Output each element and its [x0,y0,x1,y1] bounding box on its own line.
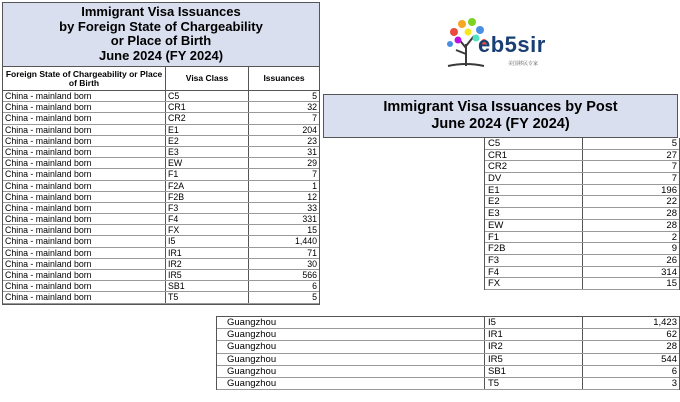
chargeability-table-title [3,3,319,67]
cell-issuances: 6 [671,365,677,377]
cell-visa-class: F2B [166,192,249,202]
table-row [485,208,679,220]
chargeability-table [2,2,320,305]
table-row [485,243,679,255]
title-line: Immigrant Visa Issuances by Post [383,99,618,115]
cell-state: China - mainland born [3,125,166,135]
table-row [485,150,679,162]
cell-visa-class: EW [485,220,583,231]
post-table-rows [484,138,680,290]
cell-visa-class: IR2 [166,259,249,269]
table-row [485,173,679,185]
cell-issuances: 22 [666,196,677,208]
cell-state: China - mainland born [3,113,166,123]
cell-visa-class: I5 [166,236,249,246]
cell-visa-class: EW [166,158,249,168]
cell-visa-class: F1 [166,169,249,179]
cell-visa-class: E2 [485,196,583,207]
cell-visa-class: E1 [485,185,583,196]
cell-state: China - mainland born [3,281,166,291]
cell-visa-class: E3 [485,208,583,219]
cell-state: China - mainland born [3,102,166,112]
table-row [217,354,679,366]
table-row [485,232,679,244]
cell-issuances: 2 [671,231,677,243]
chargeability-rows [3,91,319,304]
title-line: or Place of Birth [110,33,212,48]
cell-post: Guangzhou [217,354,485,365]
cell-issuances: 28 [666,208,677,220]
col-header-issuances: Issuances [263,73,305,83]
cell-visa-class: F4 [485,267,583,278]
cell-state: China - mainland born [3,292,166,302]
cell-visa-class: E1 [166,125,249,135]
cell-state: China - mainland born [3,192,166,202]
cell-issuances: 7 [312,113,317,124]
cell-issuances: 33 [307,202,317,213]
cell-visa-class: F2B [485,243,583,254]
cell-visa-class: F4 [166,214,249,224]
cell-issuances: 1 [312,180,317,191]
table-row [217,329,679,341]
cell-issuances: 15 [666,278,677,290]
table-row [3,125,319,136]
cell-visa-class: C5 [485,138,583,149]
cell-issuances: 3 [671,377,677,389]
table-row [485,255,679,267]
cell-state: China - mainland born [3,91,166,101]
cell-state: China - mainland born [3,169,166,179]
table-row [3,102,319,113]
cell-state: China - mainland born [3,214,166,224]
cell-issuances: 23 [307,135,317,146]
cell-issuances: 314 [661,266,677,278]
table-row [3,270,319,281]
cell-issuances: 28 [666,341,677,353]
cell-issuances: 5 [671,138,677,149]
cell-state: China - mainland born [3,270,166,280]
cell-visa-class: IR2 [485,341,583,352]
cell-state: China - mainland born [3,248,166,258]
cell-issuances: 71 [307,247,317,258]
table-row [3,113,319,124]
cell-issuances: 32 [307,102,317,113]
cell-issuances: 26 [666,254,677,266]
cell-visa-class: E2 [166,136,249,146]
cell-issuances: 29 [307,158,317,169]
cell-visa-class: F2A [166,181,249,191]
cell-post: Guangzhou [217,341,485,352]
cell-visa-class: F1 [485,232,583,243]
cell-post: Guangzhou [217,329,485,340]
cell-visa-class: IR1 [166,248,249,258]
table-row [3,169,319,180]
cell-visa-class: C5 [166,91,249,101]
cell-visa-class: T5 [166,292,249,302]
col-header-visa-class: Visa Class [166,67,249,90]
title-line: June 2024 (FY 2024) [98,47,224,63]
cell-state: China - mainland born [3,136,166,146]
cell-visa-class: IR5 [166,270,249,280]
cell-visa-class: CR2 [166,113,249,123]
table-row [485,185,679,197]
cell-visa-class: I5 [485,317,583,328]
cell-state: China - mainland born [3,181,166,191]
cell-issuances: 30 [307,258,317,269]
cell-visa-class: CR2 [485,161,583,172]
cell-issuances: 544 [661,353,677,365]
table-row [217,366,679,378]
cell-issuances: 566 [302,270,317,280]
cell-issuances: 331 [302,214,317,225]
cell-issuances: 27 [666,149,677,161]
table-row [3,136,319,147]
table-row [3,147,319,158]
col-header-state: Foreign State of Chargeability or Place of Birth [3,67,166,90]
cell-issuances: 7 [671,173,677,185]
cell-issuances: 9 [671,243,677,255]
cell-issuances: 12 [307,191,317,202]
title-line: June 2024 (FY 2024) [431,116,570,132]
cell-visa-class: CR1 [485,150,583,161]
cell-issuances: 6 [312,281,317,292]
cell-issuances: 62 [666,329,677,341]
cell-visa-class: SB1 [485,366,583,377]
cell-issuances: 5 [312,292,317,303]
table-row [3,281,319,292]
table-row [485,196,679,208]
table-row [3,181,319,192]
cell-visa-class: F3 [485,255,583,266]
cell-issuances: 1,423 [653,317,677,328]
table-row [3,236,319,247]
cell-post: Guangzhou [217,378,485,389]
cell-visa-class: E3 [166,147,249,157]
column-headers [3,67,319,91]
cell-state: China - mainland born [3,259,166,269]
table-row [485,161,679,173]
cell-post: Guangzhou [217,366,485,377]
cell-visa-class: T5 [485,378,583,389]
cell-issuances: 7 [671,161,677,173]
cell-issuances: 196 [661,184,677,196]
cell-issuances: 5 [312,91,317,101]
guangzhou-table [216,316,680,390]
table-row [217,317,679,329]
cell-state: China - mainland born [3,158,166,168]
cell-issuances: 1,440 [294,236,317,247]
table-row [3,91,319,102]
table-row [217,341,679,353]
logo-text: eb5sir [478,32,546,57]
cell-visa-class: FX [485,278,583,289]
table-row [3,214,319,225]
table-row [485,278,679,290]
table-row [485,138,679,150]
table-row [3,225,319,236]
cell-visa-class: CR1 [166,102,249,112]
logo-subtitle: 美国移民专家 [508,61,539,67]
cell-state: China - mainland born [3,236,166,246]
cell-visa-class: SB1 [166,281,249,291]
cell-visa-class: DV [485,173,583,184]
cell-issuances: 28 [666,219,677,231]
table-row [3,292,319,303]
table-row [485,267,679,279]
cell-issuances: 15 [307,225,317,236]
cell-issuances: 7 [312,169,317,180]
table-row [3,248,319,259]
table-row [3,192,319,203]
table-row [3,203,319,214]
title-line: by Foreign State of Chargeability [59,18,263,34]
cell-state: China - mainland born [3,147,166,157]
table-row [3,259,319,270]
cell-state: China - mainland born [3,225,166,235]
cell-issuances: 204 [302,124,317,135]
cell-visa-class: F3 [166,203,249,213]
cell-issuances: 31 [307,146,317,157]
table-row [3,158,319,169]
table-row [217,378,679,390]
title-line: Immigrant Visa Issuances [81,4,241,19]
cell-visa-class: IR1 [485,329,583,340]
post-table-header [323,94,678,138]
table-row [485,220,679,232]
cell-post: Guangzhou [217,317,485,328]
cell-state: China - mainland born [3,203,166,213]
cell-visa-class: IR5 [485,354,583,365]
post-table-title [324,95,677,133]
cell-visa-class: FX [166,225,249,235]
